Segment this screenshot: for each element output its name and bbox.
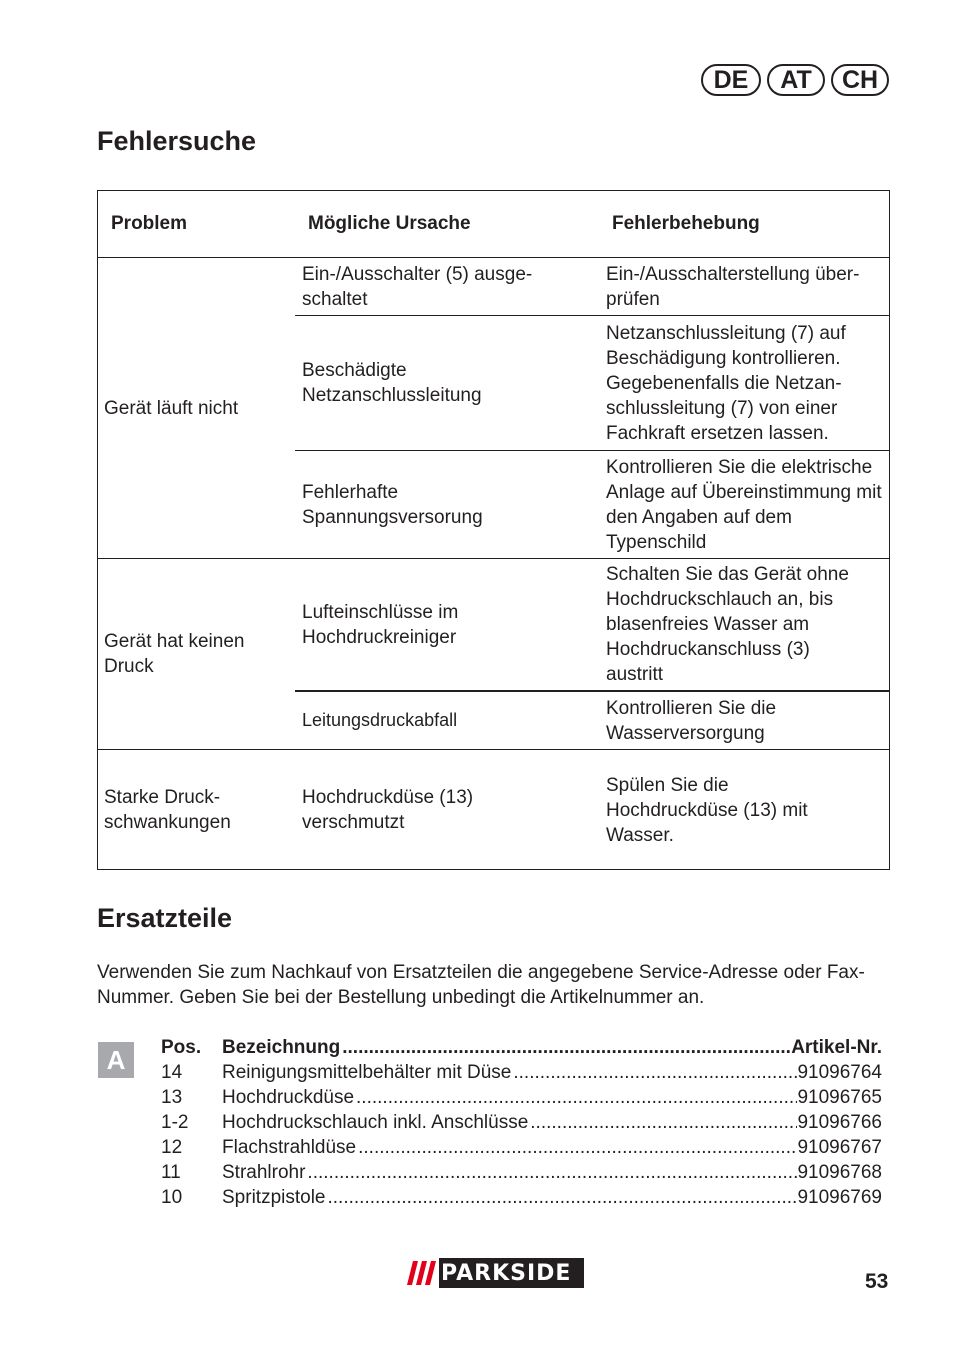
parts-header-pos: Pos. bbox=[161, 1037, 202, 1058]
part-row bbox=[161, 1135, 882, 1160]
part-name: Spritzpistole bbox=[222, 1187, 326, 1208]
cause-text: Ein-/Ausschalter (5) ausge-schaltet bbox=[302, 263, 533, 310]
part-row bbox=[161, 1185, 882, 1210]
country-badge-at: AT bbox=[767, 64, 825, 96]
cause-text: Fehlerhafte Spannungsversorung bbox=[302, 481, 483, 528]
part-number: 91096764 bbox=[797, 1062, 882, 1083]
cause-cell bbox=[302, 258, 582, 315]
logo-wordmark: PARKSIDE bbox=[441, 1260, 572, 1286]
cause-text: Lufteinschlüsse im Hochdruckreiniger bbox=[302, 601, 459, 648]
part-name: Flachstrahldüse bbox=[222, 1137, 357, 1158]
problem-cell bbox=[104, 559, 274, 749]
figure-marker: A bbox=[98, 1042, 134, 1078]
part-pos: 1-2 bbox=[161, 1112, 189, 1133]
remedy-text: Schalten Sie das Gerät ohne Hochdruckschlauch an, bis blasenfreies Wasser am Hochdruckanschluss (3) austritt bbox=[606, 564, 849, 685]
troubleshooting-table bbox=[97, 190, 890, 870]
problem-text: Starke Druck-schwankungen bbox=[104, 787, 231, 833]
part-name: Reinigungsmittelbehälter mit Düse bbox=[222, 1062, 512, 1083]
page-number: 53 bbox=[865, 1270, 889, 1293]
leader-dots bbox=[528, 1110, 797, 1135]
remedy-cell bbox=[606, 451, 888, 558]
leader-dots bbox=[356, 1135, 797, 1160]
country-badge-de: DE bbox=[701, 64, 761, 96]
cause-cell bbox=[302, 750, 502, 870]
remedy-text: Kontrollieren Sie die elektrische Anlage auf Übereinstimmung mit den Angaben auf dem Typenschild bbox=[606, 456, 882, 553]
remedy-cell bbox=[606, 750, 846, 870]
part-row bbox=[161, 1085, 882, 1110]
leader-dots bbox=[340, 1035, 791, 1060]
part-number: 91096765 bbox=[797, 1087, 882, 1108]
header-remedy: Fehlerbehebung bbox=[612, 213, 760, 234]
cause-text: Hochdruckdüse (13) verschmutzt bbox=[302, 787, 474, 833]
troubleshooting-title: Fehlersuche bbox=[97, 126, 257, 156]
remedy-cell bbox=[606, 559, 868, 690]
leader-dots bbox=[354, 1085, 797, 1110]
leader-dots bbox=[326, 1185, 798, 1210]
parts-header-row bbox=[161, 1035, 882, 1060]
cause-cell bbox=[302, 316, 512, 450]
cause-text: Beschädigte Netzanschlussleitung bbox=[302, 360, 482, 406]
part-pos: 12 bbox=[161, 1137, 183, 1158]
part-row bbox=[161, 1060, 882, 1085]
cause-cell bbox=[302, 692, 582, 749]
part-number: 91096766 bbox=[797, 1112, 882, 1133]
parts-header-name: Bezeichnung bbox=[222, 1037, 341, 1058]
parts-header-number: Artikel-Nr. bbox=[791, 1037, 882, 1058]
part-row bbox=[161, 1160, 882, 1185]
problem-cell bbox=[104, 258, 289, 558]
problem-text: Gerät hat keinen Druck bbox=[104, 631, 245, 677]
part-row bbox=[161, 1110, 882, 1135]
country-badges bbox=[701, 64, 889, 96]
country-badge-ch: CH bbox=[831, 64, 889, 96]
part-number: 91096768 bbox=[797, 1162, 882, 1183]
part-name: Strahlrohr bbox=[222, 1162, 306, 1183]
header-cause: Mögliche Ursache bbox=[308, 213, 471, 234]
spare-parts-list bbox=[161, 1035, 882, 1210]
cause-text: Leitungsdruckabfall bbox=[302, 710, 458, 730]
remedy-text: Kontrollieren Sie die Wasserversorgung bbox=[606, 697, 777, 744]
header-problem: Problem bbox=[111, 213, 188, 234]
remedy-cell bbox=[606, 692, 836, 749]
cause-cell bbox=[302, 559, 502, 690]
cause-cell bbox=[302, 451, 512, 558]
remedy-text: Ein-/Ausschalterstellung über-prüfen bbox=[606, 263, 860, 310]
spare-parts-intro: Verwenden Sie zum Nachkauf von Ersatzteilen die angegebene Service-Adresse oder Fax-Nummer. Geben Sie bei der Bestellung unbedingt die Artikelnummer an. bbox=[97, 962, 865, 1008]
remedy-cell bbox=[606, 316, 874, 450]
part-name: Hochdruckdüse bbox=[222, 1087, 355, 1108]
problem-text: Gerät läuft nicht bbox=[104, 397, 239, 419]
problem-cell bbox=[104, 750, 264, 870]
logo-stripes-icon bbox=[403, 1258, 439, 1288]
leader-dots bbox=[511, 1060, 797, 1085]
part-pos: 10 bbox=[161, 1187, 183, 1208]
leader-dots bbox=[305, 1160, 797, 1185]
part-pos: 13 bbox=[161, 1087, 183, 1108]
spare-parts-title: Ersatzteile bbox=[97, 903, 233, 933]
remedy-text: Spülen Sie die Hochdruckdüse (13) mit Wasser. bbox=[606, 774, 808, 846]
part-number: 91096769 bbox=[797, 1187, 882, 1208]
part-pos: 14 bbox=[161, 1062, 183, 1083]
part-name: Hochdruckschlauch inkl. Anschlüsse bbox=[222, 1112, 529, 1133]
remedy-cell bbox=[606, 258, 889, 315]
part-pos: 11 bbox=[161, 1162, 181, 1183]
part-number: 91096767 bbox=[797, 1137, 882, 1158]
parkside-logo bbox=[403, 1258, 584, 1288]
remedy-text: Netzanschlussleitung (7) auf Beschädigung kontrollieren. Gegebenenfalls die Netzan-schlussleitung (7) von einer Fachkraft ersetzen lassen. bbox=[606, 322, 846, 444]
